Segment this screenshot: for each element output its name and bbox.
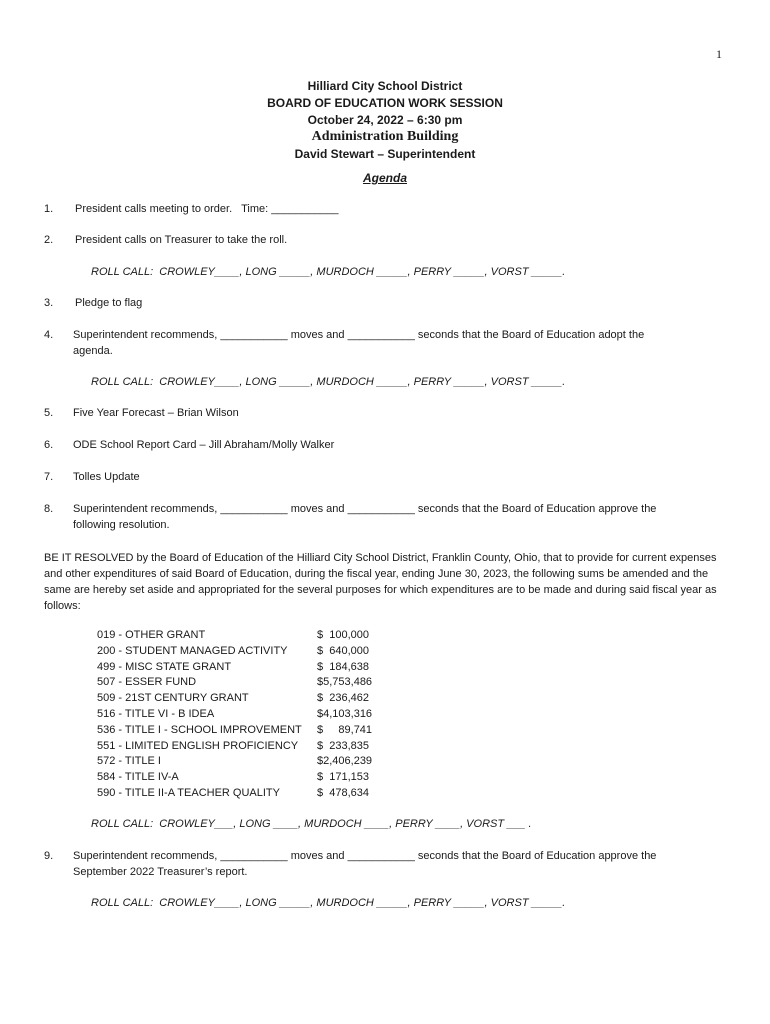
item-1-number: 1. [44,203,54,215]
item-4-number: 4. [44,329,54,341]
fund-name: 019 - OTHER GRANT [97,629,206,641]
fund-name: 572 - TITLE I [97,755,161,767]
item-8-line1: Superintendent recommends, ___________ moves and ___________ seconds that the Board of Education approve the [73,503,657,515]
fund-amount: $ 233,835 [317,740,369,752]
page-number: 1 [716,47,722,61]
session-title: BOARD OF EDUCATION WORK SESSION [267,96,503,110]
item-5-number: 5. [44,407,54,419]
roll-call-4: ROLL CALL: CROWLEY____, LONG _____, MURDOCH _____, PERRY _____, VORST _____. [91,897,566,909]
fund-amount: $ 236,462 [317,692,369,704]
roll-call-1: ROLL CALL: CROWLEY____, LONG _____, MURDOCH _____, PERRY _____, VORST _____. [91,266,566,278]
fund-name: 584 - TITLE IV-A [97,771,179,783]
fund-amount: $ 478,634 [317,787,369,799]
fund-name: 499 - MISC STATE GRANT [97,661,232,673]
fund-name: 507 - ESSER FUND [97,676,197,688]
item-6-text: ODE School Report Card – Jill Abraham/Molly Walker [73,439,335,451]
fund-name: 516 - TITLE VI - B IDEA [97,708,215,720]
resolution-paragraph: BE IT RESOLVED by the Board of Education of the Hilliard City School District, Franklin County, Ohio, that to provide for current expenses and other expenditures of said Board of Education, during the fiscal year, ending June 30, 2023, the following sums be amended and the same are hereby set aside and appropriated for the several purposes for which expenditures are to be made and during said fiscal year as follows: [44,552,717,612]
item-6-number: 6. [44,439,54,451]
item-8-line2: following resolution. [73,519,170,531]
item-5-text: Five Year Forecast – Brian Wilson [73,407,239,419]
fund-name: 551 - LIMITED ENGLISH PROFICIENCY [97,740,299,752]
item-8-number: 8. [44,503,54,515]
fund-name: 200 - STUDENT MANAGED ACTIVITY [97,645,288,657]
roll-call-3: ROLL CALL: CROWLEY___, LONG ____, MURDOCH ____, PERRY ____, VORST ___ . [91,818,532,830]
fund-amount: $ 640,000 [317,645,369,657]
item-9-line2: September 2022 Treasurer’s report. [73,866,248,878]
fund-name: 509 - 21ST CENTURY GRANT [97,692,249,704]
fund-name: 536 - TITLE I - SCHOOL IMPROVEMENT [97,724,302,736]
item-4-line2: agenda. [73,345,113,357]
item-7-text: Tolles Update [73,471,140,483]
fund-amount: $4,103,316 [317,708,373,720]
item-3-text: Pledge to flag [75,297,143,309]
item-4-line1: Superintendent recommends, ___________ moves and ___________ seconds that the Board of Education adopt the [73,329,645,341]
item-3-number: 3. [44,297,54,309]
roll-call-2: ROLL CALL: CROWLEY____, LONG _____, MURDOCH _____, PERRY _____, VORST _____. [91,376,566,388]
session-date: October 24, 2022 – 6:30 pm [307,113,463,127]
fund-name: 590 - TITLE II-A TEACHER QUALITY [97,787,280,799]
item-2-text: President calls on Treasurer to take the roll. [75,234,288,246]
fund-amount: $ 171,153 [317,771,369,783]
item-7-number: 7. [44,471,54,483]
item-1-text: President calls meeting to order. Time: ___________ [75,203,339,215]
fund-amount: $ 184,638 [317,661,369,673]
fund-amount: $5,753,486 [317,676,373,688]
agenda-heading: Agenda [362,171,407,185]
item-9-line1: Superintendent recommends, ___________ moves and ___________ seconds that the Board of Education approve the [73,850,657,862]
item-9-number: 9. [44,850,54,862]
fund-amount: $ 89,741 [317,724,373,736]
fund-amount: $2,406,239 [317,755,373,767]
session-location: Administration Building [311,129,459,144]
superintendent-line: David Stewart – Superintendent [294,147,476,161]
item-2-number: 2. [44,234,54,246]
fund-amount: $ 100,000 [317,629,369,641]
district-title: Hilliard City School District [307,79,463,93]
